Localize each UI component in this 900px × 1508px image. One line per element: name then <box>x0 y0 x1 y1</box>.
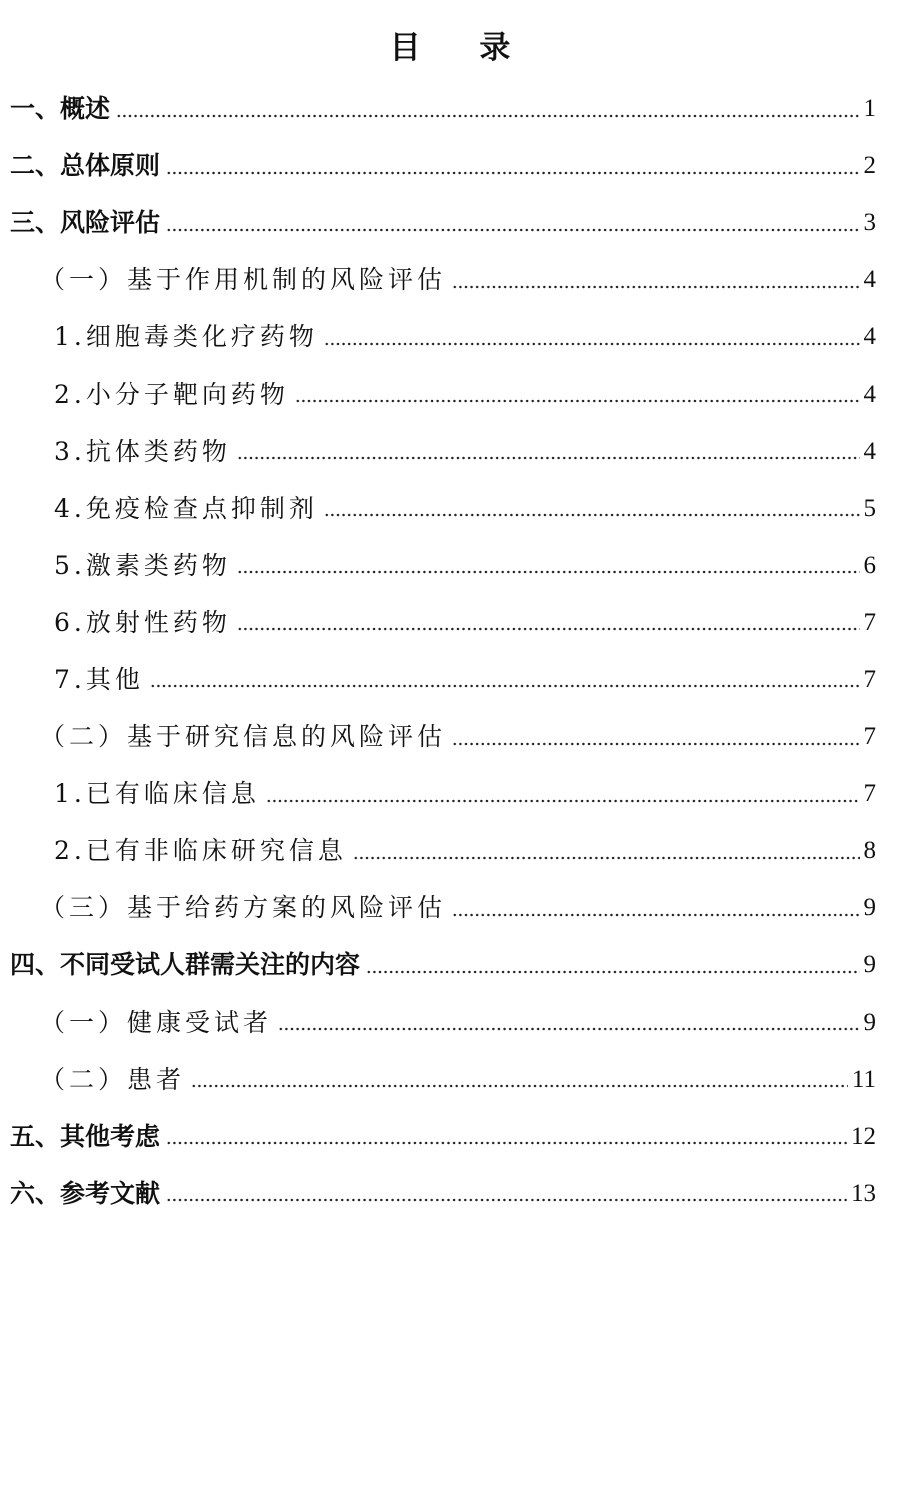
dot-leader <box>353 856 860 860</box>
toc-entry[interactable] <box>0 708 900 765</box>
toc-entry-title: （二）患者 <box>40 1064 186 1094</box>
toc-entry-title: 1.细胞毒类化疗药物 <box>54 322 318 352</box>
dot-leader <box>166 171 859 175</box>
toc-entry-title: 1.已有临床信息 <box>54 779 260 809</box>
dot-leader <box>452 913 859 917</box>
toc-entry[interactable] <box>0 365 900 422</box>
toc-entry-page-number: 4 <box>863 266 876 294</box>
toc-entry[interactable] <box>0 936 900 993</box>
toc-entry-page-number: 5 <box>863 494 876 522</box>
toc-entry-title: 二、总体原则 <box>10 151 161 181</box>
toc-entry[interactable] <box>0 1165 900 1222</box>
toc-entry-page-number: 3 <box>863 209 876 237</box>
toc-entry-page-number: 7 <box>863 780 876 808</box>
toc-entry-page-number: 11 <box>851 1065 876 1093</box>
toc-entry[interactable] <box>0 251 900 308</box>
toc-entry[interactable] <box>0 651 900 708</box>
toc-entry-title: 7.其他 <box>54 664 144 694</box>
dot-leader <box>237 627 860 631</box>
toc-entry-page-number: 7 <box>863 723 876 751</box>
toc-entry-page-number: 7 <box>863 665 876 693</box>
toc-entry-page-number: 9 <box>863 951 876 979</box>
dot-leader <box>324 513 860 517</box>
dot-leader <box>237 456 860 460</box>
dot-leader <box>266 799 860 803</box>
toc-entry[interactable] <box>0 1051 900 1108</box>
toc-entry-page-number: 4 <box>863 437 876 465</box>
dot-leader <box>324 342 860 346</box>
toc-entry[interactable] <box>0 994 900 1051</box>
toc-entry-title: 6.放射性药物 <box>54 607 231 637</box>
toc-entry-title: 五、其他考虑 <box>10 1121 161 1151</box>
toc-entry-title: （一）健康受试者 <box>40 1007 273 1037</box>
dot-leader <box>150 684 860 688</box>
dot-leader <box>166 1141 847 1145</box>
toc-entry[interactable] <box>0 537 900 594</box>
toc-entry-page-number: 6 <box>863 551 876 579</box>
toc-entry-page-number: 9 <box>863 894 876 922</box>
toc-entry-page-number: 2 <box>863 152 876 180</box>
toc-entry[interactable] <box>0 879 900 936</box>
toc-entry-page-number: 1 <box>863 95 876 123</box>
toc-entry-page-number: 4 <box>863 380 876 408</box>
dot-leader <box>166 1198 847 1202</box>
toc-entry[interactable] <box>0 80 900 137</box>
toc-entry-title: 一、概述 <box>10 94 111 124</box>
toc-entry[interactable] <box>0 480 900 537</box>
toc-entry[interactable] <box>0 822 900 879</box>
table-of-contents <box>0 80 900 1222</box>
toc-entry[interactable] <box>0 423 900 480</box>
toc-entry[interactable] <box>0 308 900 365</box>
dot-leader <box>295 399 860 403</box>
toc-entry[interactable] <box>0 137 900 194</box>
toc-entry-title: 4.免疫检查点抑制剂 <box>54 493 318 523</box>
toc-entry[interactable] <box>0 594 900 651</box>
toc-entry-page-number: 12 <box>851 1122 876 1150</box>
dot-leader <box>191 1084 848 1088</box>
toc-entry-title: 2.小分子靶向药物 <box>54 379 289 409</box>
toc-entry[interactable] <box>0 194 900 251</box>
toc-entry-title: 2.已有非临床研究信息 <box>54 836 347 866</box>
dot-leader <box>237 570 860 574</box>
toc-entry-page-number: 7 <box>863 608 876 636</box>
toc-entry-title: 三、风险评估 <box>10 208 161 238</box>
toc-entry-title: （一）基于作用机制的风险评估 <box>40 265 447 295</box>
toc-entry[interactable] <box>0 765 900 822</box>
toc-entry-page-number: 8 <box>863 837 876 865</box>
toc-entry-title: 四、不同受试人群需关注的内容 <box>10 950 361 980</box>
dot-leader <box>366 970 859 974</box>
toc-entry-title: （二）基于研究信息的风险评估 <box>40 722 447 752</box>
toc-entry-page-number: 13 <box>851 1179 876 1207</box>
dot-leader <box>116 114 859 118</box>
dot-leader <box>166 228 859 232</box>
toc-entry-title: （三）基于给药方案的风险评估 <box>40 893 447 923</box>
toc-entry-title: 六、参考文献 <box>10 1178 161 1208</box>
dot-leader <box>452 742 859 746</box>
toc-entry[interactable] <box>0 1108 900 1165</box>
toc-entry-title: 5.激素类药物 <box>54 550 231 580</box>
toc-entry-title: 3.抗体类药物 <box>54 436 231 466</box>
toc-entry-page-number: 4 <box>863 323 876 351</box>
dot-leader <box>278 1027 859 1031</box>
dot-leader <box>452 285 859 289</box>
toc-entry-page-number: 9 <box>863 1008 876 1036</box>
page-title: 目 录 <box>389 30 535 66</box>
